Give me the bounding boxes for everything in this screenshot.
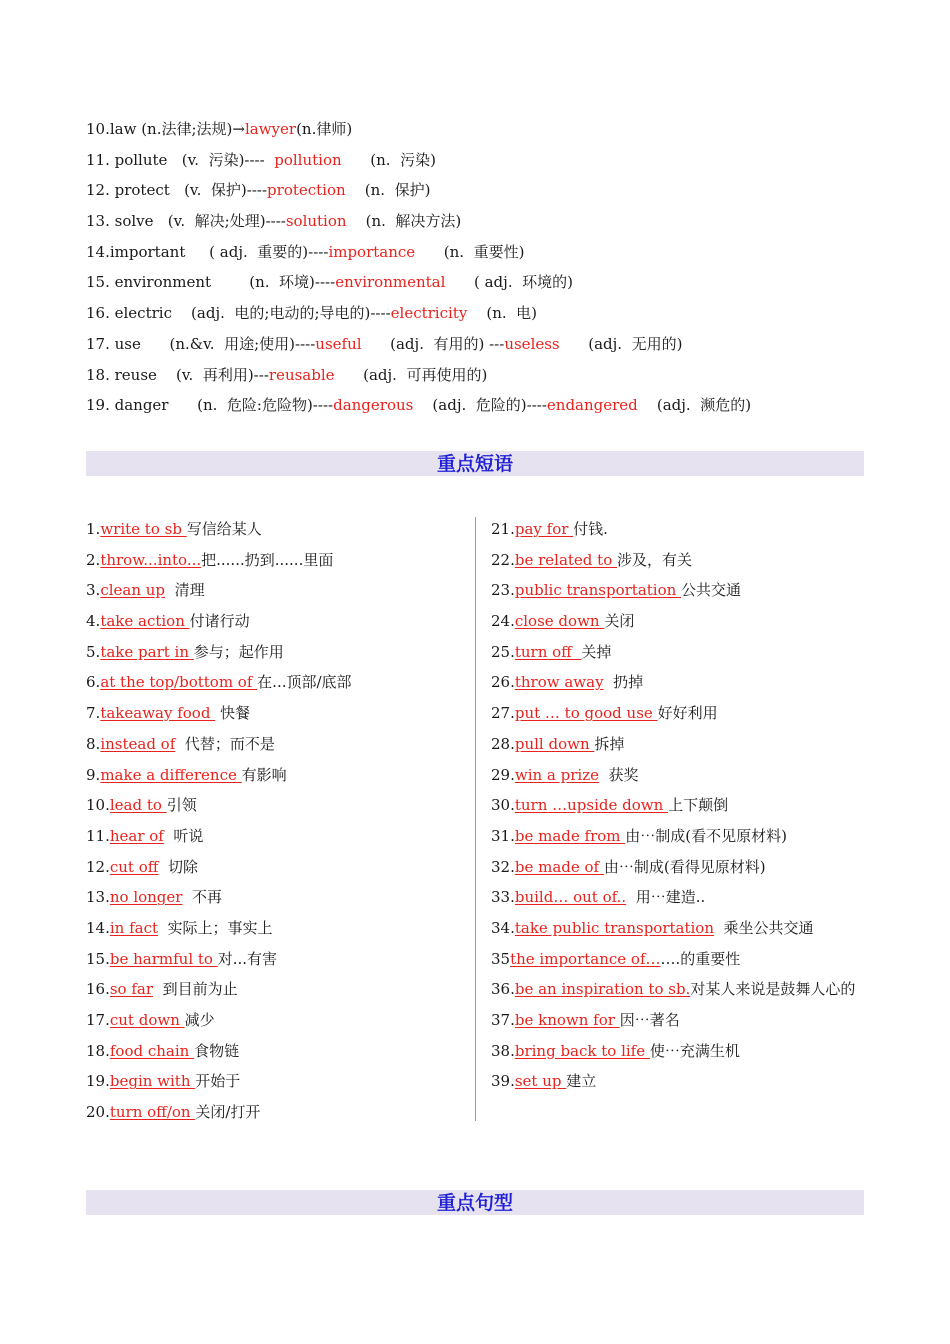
derived-word: electricity — [390, 304, 468, 323]
derived-word: useful — [315, 334, 362, 353]
phrase-chinese: 实际上；事实上 — [158, 918, 273, 937]
phrase-item — [86, 545, 471, 576]
phrase-number: 19. — [86, 1072, 110, 1091]
phrase-number: 30. — [491, 796, 515, 815]
word-entry — [86, 206, 886, 237]
phrase-item — [86, 852, 471, 883]
phrase-item — [491, 944, 871, 975]
phrase-chinese: 因⋯著名 — [619, 1011, 680, 1029]
phrase-number: 24. — [491, 612, 515, 631]
phrase-chinese: 建立 — [566, 1072, 597, 1091]
phrase-english: write to sb — [100, 520, 187, 538]
word-entry — [86, 267, 886, 298]
phrase-item — [86, 974, 471, 1005]
phrase-chinese: 获奖 — [599, 765, 639, 784]
phrase-chinese: 有影响 — [241, 765, 287, 784]
phrase-number: 25. — [491, 642, 515, 661]
phrase-number: 5. — [86, 642, 101, 661]
entry-text: ( adj. 环境的) — [445, 273, 573, 292]
phrase-item — [86, 882, 471, 913]
phrase-chinese: 付钱. — [573, 520, 608, 538]
phrase-number: 3. — [86, 581, 101, 600]
entry-text: (n. 重要性) — [415, 242, 525, 261]
phrase-english: pay for — [514, 520, 574, 538]
word-entry — [86, 237, 886, 268]
derived-word: pollution — [274, 150, 342, 169]
phrase-chinese: 由⋯制成(看不见原材料) — [625, 826, 787, 845]
phrase-item — [491, 606, 871, 637]
phrase-number: 27. — [491, 704, 515, 723]
phrase-english: turn off — [514, 642, 582, 661]
phrase-english: cut down — [109, 1011, 185, 1029]
phrase-chinese: ….的重要性 — [660, 949, 741, 968]
entry-text: environment (n. 环境)---- — [114, 273, 336, 292]
phrase-number: 34. — [491, 918, 515, 937]
phrase-chinese: 关掉 — [581, 642, 612, 661]
entry-text: (n. 污染) — [341, 150, 436, 169]
word-entry — [86, 360, 886, 391]
entry-number: 14. — [86, 242, 110, 261]
phrase-chinese: 引领 — [166, 796, 197, 815]
phrase-item — [86, 606, 471, 637]
entry-number: 13. — [86, 212, 115, 231]
phrase-english: cut off — [109, 857, 159, 876]
entry-number: 11. — [86, 150, 115, 169]
phrase-chinese: 切除 — [158, 857, 198, 876]
phrase-item — [491, 1005, 871, 1036]
phrase-number: 22. — [491, 550, 515, 569]
phrase-english: close down — [514, 612, 605, 631]
phrase-item — [491, 790, 871, 821]
entry-text: important ( adj. 重要的)---- — [109, 242, 329, 261]
word-entry — [86, 329, 886, 360]
entry-text: solve (v. 解决;处理)---- — [114, 212, 286, 231]
phrase-english: throw away — [514, 673, 604, 692]
derived-word: protection — [267, 181, 346, 200]
phrase-item — [491, 913, 871, 944]
phrase-item — [86, 667, 471, 698]
word-entry — [86, 298, 886, 329]
phrase-item — [491, 852, 871, 883]
phrase-english: win a prize — [514, 765, 599, 784]
phrase-item — [491, 821, 871, 852]
phrase-chinese: 在...顶部/底部 — [257, 673, 352, 692]
entry-text: law (n.法律;法规)→ — [109, 120, 245, 138]
phrase-chinese: 把......扔到......里面 — [201, 550, 334, 569]
phrase-number: 16. — [86, 980, 110, 999]
phrase-number: 33. — [491, 888, 515, 907]
phrase-item — [86, 790, 471, 821]
phrase-item — [86, 1036, 471, 1067]
phrase-number: 13. — [86, 888, 110, 907]
phrase-english: at the top/bottom of — [100, 673, 258, 692]
phrase-item — [86, 760, 471, 791]
phrase-english: be made from — [514, 826, 626, 845]
derived-word: reusable — [268, 365, 335, 384]
section-header-sentences: 重点句型 — [86, 1190, 864, 1215]
phrase-column-left — [86, 514, 471, 1128]
phrase-number: 37. — [491, 1011, 515, 1029]
phrase-item — [86, 637, 471, 668]
derived-word: environmental — [335, 273, 446, 292]
phrase-english: be harmful to — [109, 949, 218, 968]
column-divider — [475, 517, 476, 1121]
phrase-item — [86, 1005, 471, 1036]
phrase-english: take action — [100, 612, 190, 631]
phrase-english: takeaway food — [100, 704, 216, 723]
phrase-item — [491, 545, 871, 576]
phrase-chinese: 上下颠倒 — [668, 796, 729, 815]
phrase-item — [86, 1097, 471, 1128]
phrase-chinese: 关闭/打开 — [195, 1103, 261, 1122]
phrase-item — [491, 1066, 871, 1097]
entry-text: (adj. 危险的)---- — [413, 396, 547, 415]
entry-text: reuse (v. 再利用)--- — [114, 365, 269, 384]
phrase-item — [86, 821, 471, 852]
phrase-english: be made of — [514, 857, 604, 876]
phrase-item — [491, 637, 871, 668]
phrase-column-right — [491, 514, 871, 1097]
entry-text: use (n.&v. 用途;使用)---- — [114, 334, 316, 353]
phrase-item — [491, 1036, 871, 1067]
entry-number: 17. — [86, 334, 115, 353]
phrase-number: 29. — [491, 765, 515, 784]
entry-number: 16. — [86, 304, 115, 323]
phrase-chinese: 关闭 — [604, 612, 635, 631]
derived-word: endangered — [546, 396, 638, 415]
phrase-item — [86, 944, 471, 975]
phrase-item — [86, 575, 471, 606]
phrase-english: throw...into... — [100, 550, 202, 569]
phrase-chinese: 付诸行动 — [189, 612, 250, 631]
phrase-number: 32. — [491, 857, 515, 876]
derived-word: dangerous — [333, 396, 414, 415]
derived-word: solution — [285, 212, 347, 231]
phrase-number: 28. — [491, 734, 515, 753]
phrase-chinese: 好好利用 — [657, 704, 718, 723]
phrase-number: 6. — [86, 673, 101, 692]
phrase-number: 31. — [491, 826, 515, 845]
phrase-chinese: 不再 — [182, 888, 223, 907]
phrase-number: 9. — [86, 765, 101, 784]
phrase-english: no longer — [109, 888, 183, 907]
phrase-chinese: 公共交通 — [681, 581, 742, 600]
phrase-item — [86, 698, 471, 729]
phrase-number: 21. — [491, 520, 515, 538]
entry-text: (n. 电) — [467, 304, 538, 323]
phrase-chinese: 开始于 — [195, 1072, 241, 1091]
phrase-item — [86, 1066, 471, 1097]
entry-text: electric (adj. 电的;电动的;导电的)---- — [114, 304, 391, 323]
entry-text: pollute (v. 污染)---- — [114, 150, 275, 169]
word-entry — [86, 114, 886, 145]
entry-text: (adj. 濒危的) — [637, 396, 752, 415]
phrase-item — [491, 760, 871, 791]
phrase-english: begin with — [109, 1072, 196, 1091]
phrase-number: 38. — [491, 1041, 515, 1060]
entry-text: danger (n. 危险:危险物)---- — [114, 396, 334, 415]
phrase-number: 2. — [86, 550, 101, 569]
entry-number: 19. — [86, 396, 115, 415]
entry-number: 18. — [86, 365, 115, 384]
phrase-item — [491, 974, 871, 1005]
entry-text: protect (v. 保护)---- — [114, 181, 268, 200]
phrase-item — [491, 698, 871, 729]
derived-word: importance — [328, 242, 416, 261]
word-entry — [86, 145, 886, 176]
phrase-chinese: 写信给某人 — [186, 520, 262, 538]
phrase-chinese: 减少 — [184, 1011, 215, 1029]
phrase-english: public transportation — [514, 581, 682, 600]
phrase-item — [491, 575, 871, 606]
entry-text: (n. 解决方法) — [346, 212, 462, 231]
phrase-number: 7. — [86, 704, 101, 723]
phrase-english: build… out of.. — [514, 888, 627, 907]
phrase-english: take public transportation — [514, 918, 714, 937]
phrase-number: 39. — [491, 1072, 515, 1091]
phrase-number: 23. — [491, 581, 515, 600]
phrase-english: be known for — [514, 1011, 620, 1029]
phrase-english: put … to good use — [514, 704, 658, 723]
phrase-english: instead of — [100, 734, 176, 753]
entry-number: 12. — [86, 181, 115, 200]
phrase-english: the importance of… — [510, 949, 661, 968]
phrase-chinese: 涉及，有关 — [617, 550, 693, 569]
phrase-item — [491, 729, 871, 760]
entry-text: (adj. 无用的) — [559, 334, 683, 353]
phrase-chinese: 对...有害 — [217, 949, 278, 968]
section-header-phrases: 重点短语 — [86, 451, 864, 476]
phrase-item — [86, 729, 471, 760]
phrase-number: 14. — [86, 918, 110, 937]
phrase-chinese: 快餐 — [215, 704, 250, 723]
phrase-item — [491, 667, 871, 698]
phrase-chinese: 参与；起作用 — [193, 642, 284, 661]
phrase-number: 18. — [86, 1041, 110, 1060]
phrase-chinese: 到目前为止 — [153, 980, 238, 999]
phrase-chinese: 用⋯建造.. — [626, 888, 706, 907]
phrase-chinese: 使⋯充满生机 — [649, 1041, 740, 1060]
phrase-english: clean up — [100, 581, 166, 600]
phrase-number: 1. — [86, 520, 101, 538]
phrase-english: be related to — [514, 550, 617, 569]
phrase-number: 10. — [86, 796, 110, 815]
phrase-english: bring back to life — [514, 1041, 650, 1060]
phrase-item — [491, 882, 871, 913]
derived-word: lawyer — [244, 120, 297, 138]
entry-text: (adj. 可再使用的) — [334, 365, 488, 384]
phrase-english: turn …upside down — [514, 796, 669, 815]
phrase-chinese: 食物链 — [194, 1041, 240, 1060]
phrase-number: 12. — [86, 857, 110, 876]
phrase-number: 36. — [491, 980, 515, 999]
phrase-number: 15. — [86, 949, 110, 968]
entry-text: (n. 保护) — [345, 181, 431, 200]
entry-number: 15. — [86, 273, 115, 292]
phrase-chinese: 乘坐公共交通 — [713, 918, 814, 937]
phrase-item — [86, 913, 471, 944]
word-entry — [86, 175, 886, 206]
entry-text: (adj. 有用的) --- — [361, 334, 505, 353]
phrase-item — [491, 514, 871, 545]
phrase-number: 11. — [86, 826, 110, 845]
phrase-number: 8. — [86, 734, 101, 753]
phrase-english: food chain — [109, 1041, 195, 1060]
entry-number: 10. — [86, 120, 110, 138]
phrase-chinese: 对某人来说是鼓舞人心的 — [690, 980, 856, 999]
phrase-chinese: 清理 — [165, 581, 205, 600]
phrase-number: 35 — [491, 949, 511, 968]
phrase-english: take part in — [100, 642, 194, 661]
entry-text: (n.律师) — [296, 120, 353, 138]
phrase-chinese: 由⋯制成(看得见原材料) — [603, 857, 766, 876]
phrase-chinese: 代替；而不是 — [175, 734, 275, 753]
phrase-english: turn off/on — [109, 1103, 196, 1122]
phrase-chinese: 听说 — [163, 826, 204, 845]
phrase-english: hear of — [109, 826, 164, 845]
phrase-chinese: 扔掉 — [603, 673, 644, 692]
phrase-english: be an inspiration to sb. — [514, 980, 691, 999]
phrase-english: set up — [514, 1072, 567, 1091]
word-family-list — [86, 114, 886, 421]
phrase-number: 4. — [86, 612, 101, 631]
phrase-chinese: 拆掉 — [594, 734, 625, 753]
derived-word: useless — [504, 334, 560, 353]
phrase-english: make a difference — [100, 765, 242, 784]
word-entry — [86, 390, 886, 421]
phrase-item — [86, 514, 471, 545]
phrase-number: 20. — [86, 1103, 110, 1122]
phrase-english: so far — [109, 980, 154, 999]
phrase-english: lead to — [109, 796, 167, 815]
phrase-number: 17. — [86, 1011, 110, 1029]
phrase-number: 26. — [491, 673, 515, 692]
phrase-english: in fact — [109, 918, 159, 937]
phrase-english: pull down — [514, 734, 595, 753]
